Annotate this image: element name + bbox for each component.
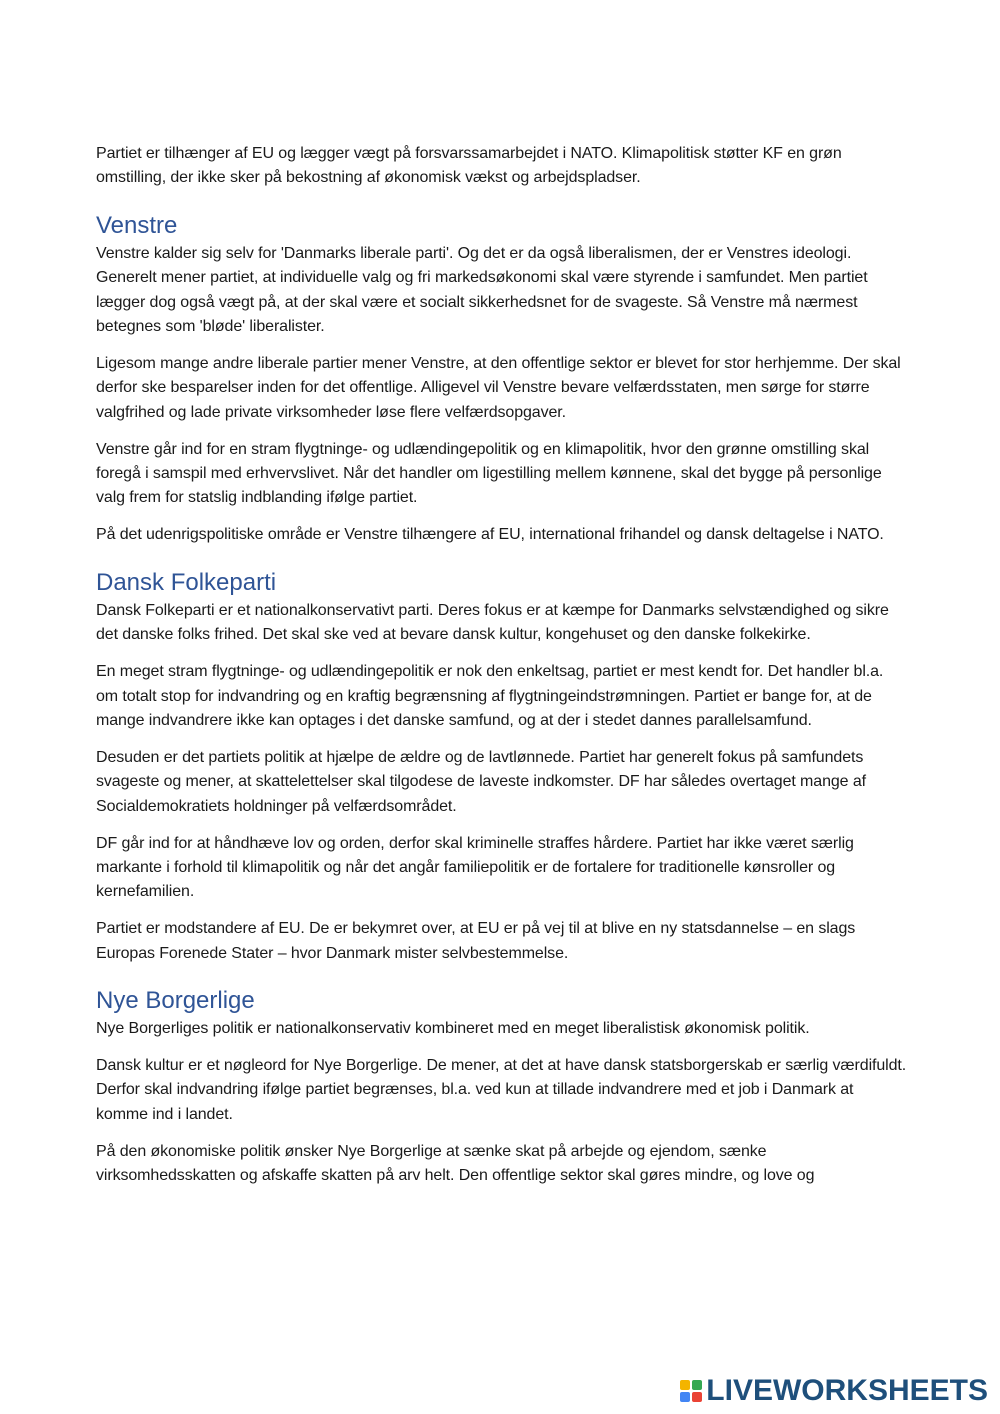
liveworksheets-logo-icon — [680, 1380, 702, 1402]
logo-text: LIVEWORKSHEETS — [706, 1374, 988, 1407]
section-nye-borgerlige — [96, 986, 908, 1188]
logo-square-4 — [692, 1392, 702, 1402]
section-heading-dansk-folkeparti: Dansk Folkeparti — [96, 568, 277, 596]
section-venstre — [96, 211, 908, 548]
paragraph: Nye Borgerliges politik er nationalkonservativ kombineret med en meget liberalistisk økonomisk politik. — [96, 1020, 810, 1038]
paragraph: Dansk kultur er et nøgleord for Nye Borgerlige. De mener, at det at have dansk statsborgerskab er særlig værdifuldt. Derfor skal indvandring ifølge partiet begrænses, bl.a. ved kun at tillade indvandrere med et job i Danmark at komme ind i landet. — [96, 1056, 907, 1123]
paragraph: Partiet er modstandere af EU. De er bekymret over, at EU er på vej til at blive en ny statsdannelse – en slags Europas Forenede Stater – hvor Danmark mister selvbestemmelse. — [96, 920, 856, 962]
paragraph: Ligesom mange andre liberale partier mener Venstre, at den offentlige sektor er blevet for stor herhjemme. Der skal derfor ske besparelser inden for det offentlige. Alligevel vil Venstre bevare velfærdsstaten, men sørge for større valgfrihed og lade private virksomheder løse flere velfærdsopgaver. — [96, 354, 901, 421]
logo-square-2 — [692, 1380, 702, 1390]
paragraph: Desuden er det partiets politik at hjælpe de ældre og de lavtlønnede. Partiet har generelt fokus på samfundets svageste og mener, at skattelettelser skal tilgodese de laveste indkomster. DF har således overtaget mange af Socialdemokratiets holdninger på velfærdsområdet. — [96, 748, 866, 815]
section-intro — [96, 142, 908, 191]
logo-square-1 — [680, 1380, 690, 1390]
paragraph: På den økonomiske politik ønsker Nye Borgerlige at sænke skat på arbejde og ejendom, sænke virksomhedsskatten og afskaffe skatten på arv helt. Den offentlige sektor skal gøres mindre, og love og — [96, 1142, 815, 1185]
paragraph: DF går ind for at håndhæve lov og orden, derfor skal kriminelle straffes hårdere. Partiet har ikke været særlig markante i forhold til klimapolitik og når det angår familiepolitik er de fortalere for traditionelle kønsroller og kernefamilien. — [96, 834, 854, 901]
paragraph: Venstre går ind for en stram flygtninge- og udlændingepolitik og en klimapolitik, hvor den grønne omstilling skal foregå i samspil med erhvervslivet. Når det handler om ligestilling mellem kønnene, skal det bygge på personlige valg frem for statslig indblanding ifølge partiet. — [96, 440, 882, 507]
section-heading-venstre: Venstre — [96, 211, 178, 239]
paragraph: En meget stram flygtninge- og udlændingepolitik er nok den enkeltsag, partiet er mest kendt for. Det handler bl.a. om totalt stop for indvandring og en kraftig begrænsning af flygtningeindstrømningen. Partiet er bange for, at de mange indvandrere ikke kan optages i det danske samfund, og at der i stedet dannes parallelsamfund. — [96, 663, 884, 729]
paragraph: Dansk Folkeparti er et nationalkonservativt parti. Deres fokus er at kæmpe for Danmarks selvstændighed og sikre det danske folks frihed. Det skal ske ved at bevare dansk kultur, kongehuset og den danske folkekirke. — [96, 601, 889, 644]
section-heading-nye-borgerlige: Nye Borgerlige — [96, 987, 255, 1015]
liveworksheets-logo[interactable] — [680, 1376, 988, 1406]
document-page — [96, 142, 908, 1201]
paragraph: På det udenrigspolitiske område er Venstre tilhængere af EU, international frihandel og dansk deltagelse i NATO. — [96, 526, 884, 544]
logo-square-3 — [680, 1392, 690, 1402]
paragraph: Venstre kalder sig selv for 'Danmarks liberale parti'. Og det er da også liberalismen, der er Venstres ideologi. Generelt mener partiet, at individuelle valg og fri markedsøkonomi skal være styrende i samfundet. Men partiet lægger dog også vægt på, at der skal være et socialt sikkerhedsnet for de svageste. Så Venstre må nærmest betegnes som 'bløde' liberalister. — [96, 244, 868, 336]
paragraph: Partiet er tilhænger af EU og lægger vægt på forsvarssamarbejdet i NATO. Klimapolitisk støtter KF en grøn omstilling, der ikke sker på bekostning af økonomisk vækst og arbejdspladser. — [96, 145, 842, 187]
section-dansk-folkeparti — [96, 568, 908, 966]
